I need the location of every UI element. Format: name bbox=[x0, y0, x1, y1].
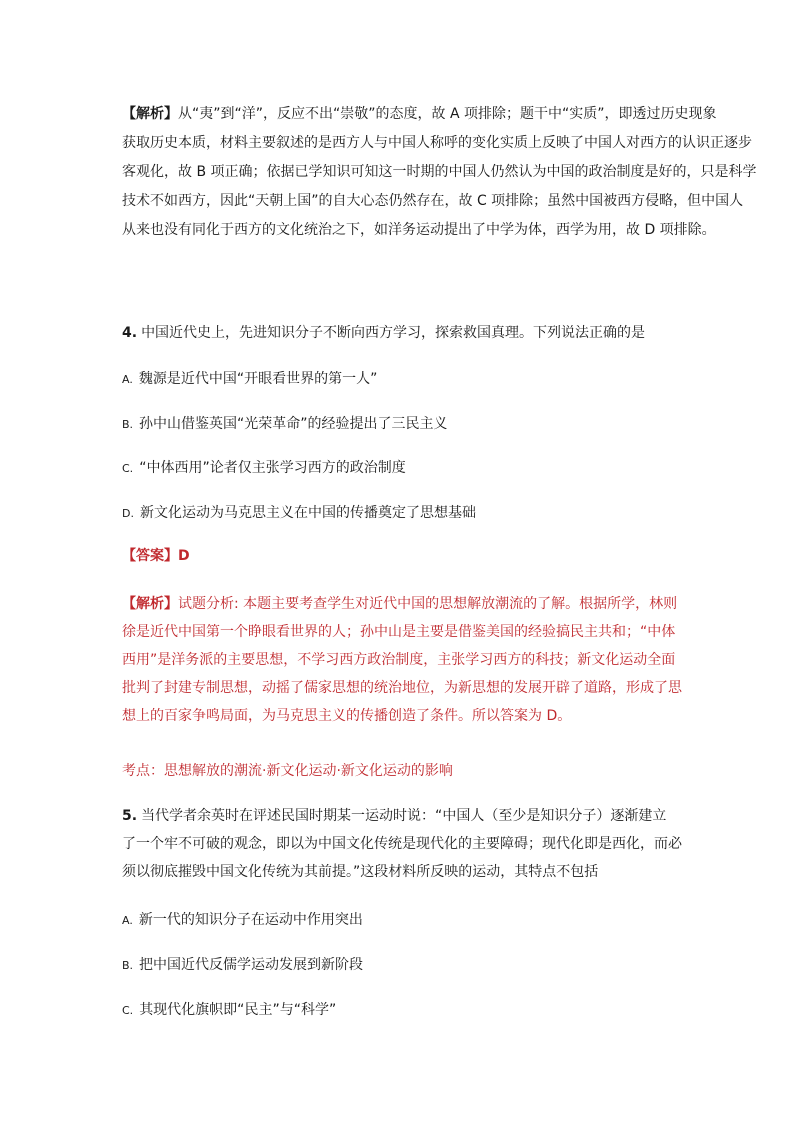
option-text: 孙中山借鉴英国“光荣革命”的经验提出了三民主义 bbox=[139, 416, 448, 432]
option-letter: D. bbox=[122, 507, 134, 520]
question-text: 中国近代史上，先进知识分子不断向西方学习，探索救国真理。下列说法正确的是 bbox=[141, 325, 646, 341]
question-4-option-d bbox=[122, 503, 476, 523]
analysis-text: 从“夷”到“洋”，反应不出“崇敬”的态度，故 A 项排除；题干中“实质”，即透过历史现象 bbox=[178, 106, 717, 122]
analysis-line bbox=[122, 594, 677, 614]
question-number: 4. bbox=[122, 325, 138, 341]
option-text: 其现代化旗帜即“民主”与“科学” bbox=[139, 1002, 337, 1018]
question-5-option-c bbox=[122, 1000, 336, 1020]
option-text: “中体西用”论者仅主张学习西方的政治制度 bbox=[139, 460, 406, 476]
question-4-kaodian: 考点：思想解放的潮流·新文化运动·新文化运动的影响 bbox=[122, 763, 453, 779]
option-letter: B. bbox=[122, 959, 134, 972]
question-line bbox=[122, 806, 666, 826]
option-letter: C. bbox=[122, 462, 134, 475]
question-5-option-a bbox=[122, 910, 363, 930]
analysis-line: 获取历史本质，材料主要叙述的是西方人与中国人称呼的变化实质上反映了中国人对西方的认识正逐步 bbox=[122, 135, 752, 151]
question-4-option-a bbox=[122, 369, 377, 389]
option-letter: B. bbox=[122, 418, 134, 431]
option-text: 魏源是近代中国“开眼看世界的第一人” bbox=[138, 371, 378, 387]
option-text: 把中国近代反儒学运动发展到新阶段 bbox=[139, 957, 364, 973]
question-5-stem bbox=[122, 806, 772, 886]
option-text: 新文化运动为马克思主义在中国的传播奠定了思想基础 bbox=[139, 505, 476, 521]
option-letter: C. bbox=[122, 1004, 134, 1017]
question-line: 了一个牢不可破的观念，即以为中国文化传统是现代化的主要障碍；现代化即是西化，而必 bbox=[122, 836, 682, 852]
question-5-option-b bbox=[122, 955, 363, 975]
analysis-line: 西用”是洋务派的主要思想，不学习西方政治制度，主张学习西方的科技；新文化运动全面 bbox=[122, 652, 676, 668]
option-letter: A. bbox=[122, 373, 133, 386]
answer-label: 【答案】 bbox=[122, 548, 178, 564]
analysis-label: 【解析】 bbox=[122, 596, 178, 612]
option-text: 新一代的知识分子在运动中作用突出 bbox=[138, 912, 363, 928]
previous-analysis bbox=[122, 104, 772, 244]
analysis-text: 试题分析: 本题主要考查学生对近代中国的思想解放潮流的了解。根据所学，林则 bbox=[178, 596, 678, 612]
question-4-stem bbox=[122, 323, 645, 343]
question-4-option-b bbox=[122, 414, 448, 434]
question-text: 当代学者余英时在评述民国时期某一运动时说：“中国人（至少是知识分子）逐渐建立 bbox=[141, 808, 667, 824]
question-number: 5. bbox=[122, 808, 138, 824]
analysis-line: 批判了封建专制思想，动摇了儒家思想的统治地位，为新思想的发展开辟了道路，形成了思 bbox=[122, 680, 682, 696]
analysis-line: 想上的百家争鸣局面，为马克思主义的传播创造了条件。所以答案为 D。 bbox=[122, 708, 572, 724]
option-letter: A. bbox=[122, 914, 133, 927]
analysis-line: 从来也没有同化于西方的文化统治之下，如洋务运动提出了中学为体，西学为用，故 D 项排除。 bbox=[122, 222, 716, 238]
question-4-analysis bbox=[122, 594, 772, 734]
answer-value: D bbox=[178, 548, 190, 564]
analysis-line: 徐是近代中国第一个睁眼看世界的人；孙中山是主要是借鉴美国的经验搞民主共和；“中体 bbox=[122, 624, 676, 640]
analysis-line: 技术不如西方，因此“天朝上国”的自大心态仍然存在，故 C 项排除；虽然中国被西方侵略，但中国人 bbox=[122, 193, 744, 209]
analysis-label: 【解析】 bbox=[122, 106, 178, 122]
analysis-line: 客观化，故 B 项正确；依据已学知识可知这一时期的中国人仍然认为中国的政治制度是好的，只是科学 bbox=[122, 164, 757, 180]
analysis-line bbox=[122, 104, 717, 124]
question-4-option-c bbox=[122, 458, 406, 478]
question-line: 须以彻底摧毁中国文化传统为其前提。”这段材料所反映的运动，其特点不包括 bbox=[122, 864, 599, 880]
question-4-answer bbox=[122, 546, 190, 566]
